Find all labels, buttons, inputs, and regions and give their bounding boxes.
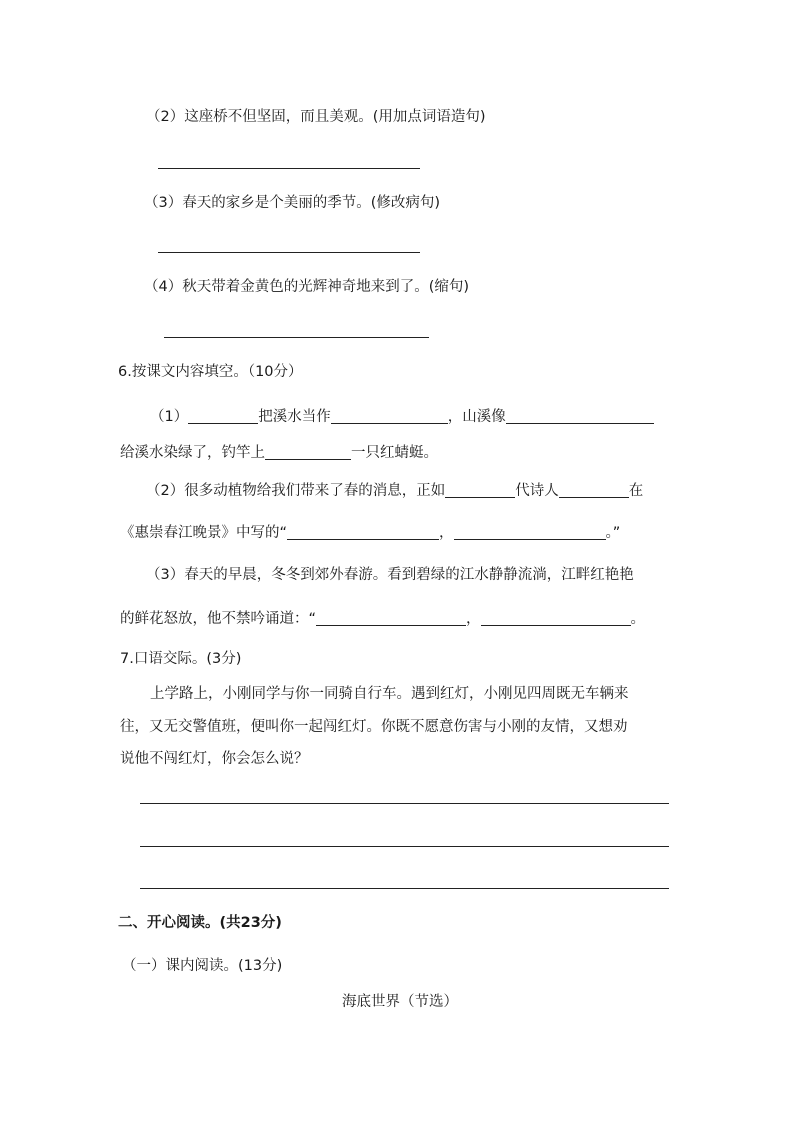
blank-dynasty[interactable] — [445, 482, 515, 498]
blank-recite-2[interactable] — [481, 610, 631, 626]
q7-answer-line-1[interactable] — [140, 803, 669, 804]
q6-l4-c: 。” — [605, 525, 621, 541]
q6-l3-b: 代诗人 — [515, 483, 559, 499]
q6-line-6 — [120, 610, 645, 627]
q6-l2-b: 一只红蜻蜓。 — [351, 445, 438, 461]
q6-l6-c: 。 — [630, 611, 646, 627]
q6-line-4 — [120, 524, 620, 541]
q5-item-4: （4）秋天带着金黄色的光辉神奇地来到了。(缩句) — [144, 279, 470, 295]
q6-line-1 — [150, 408, 654, 425]
section-2-subheading: （一）课内阅读。(13分) — [122, 958, 283, 974]
blank-poem-line-2[interactable] — [454, 524, 606, 540]
blank-poet[interactable] — [559, 482, 629, 498]
q7-answer-line-3[interactable] — [140, 888, 669, 889]
q7-paragraph-line-2: 往，又无交警值班，便叫你一起闯红灯。你既不愿意伤害与小刚的友情，又想劝 — [120, 719, 628, 735]
q7-paragraph-line-3: 说他不闯红灯，你会怎么说？ — [120, 751, 309, 767]
blank-poem-line-1[interactable] — [287, 524, 439, 540]
q7-paragraph-line-1: 上学路上，小刚同学与你一同骑自行车。遇到红灯，小刚见四周既无车辆来 — [150, 686, 629, 702]
passage-title: 海底世界（节选） — [342, 994, 458, 1010]
q6-l1-b: 把溪水当作 — [258, 409, 331, 425]
q5-item-3-answer-line[interactable] — [158, 252, 420, 253]
blank-as-what[interactable] — [331, 408, 448, 424]
q5-item-4-answer-line[interactable] — [164, 337, 429, 338]
q6-l4-a: 《惠崇春江晚景》中写的“ — [120, 525, 288, 541]
q7-answer-line-2[interactable] — [140, 846, 669, 847]
blank-fishing-rod[interactable] — [265, 444, 351, 460]
q6-l1-c: ，山溪像 — [447, 409, 506, 425]
q5-item-2: （2）这座桥不但坚固，而且美观。(用加点词语造句) — [146, 109, 486, 125]
q6-line-2 — [120, 444, 438, 461]
blank-stream-like[interactable] — [506, 408, 654, 424]
q6-line-3 — [146, 482, 643, 499]
q6-l6-b: ， — [466, 611, 481, 627]
blank-recite-1[interactable] — [316, 610, 466, 626]
q6-l1-a: （1） — [150, 409, 189, 425]
blank-subject[interactable] — [188, 408, 258, 424]
section-2-heading: 二、开心阅读。(共23分) — [118, 915, 282, 931]
q5-item-3: （3）春天的家乡是个美丽的季节。(修改病句) — [144, 195, 441, 211]
q6-l3-c: 在 — [628, 483, 644, 499]
q5-item-2-answer-line[interactable] — [158, 168, 420, 169]
q6-line-5: （3）春天的早晨，冬冬到郊外春游。看到碧绿的江水静静流淌，江畔红艳艳 — [146, 567, 634, 583]
q6-heading: 6.按课文内容填空。（10分） — [118, 364, 303, 380]
q6-l4-b: ， — [439, 525, 454, 541]
q6-l2-a: 给溪水染绿了，钓竿上 — [120, 445, 265, 461]
q6-l6-a: 的鲜花怒放，他不禁吟诵道：“ — [120, 611, 317, 627]
q6-l3-a: （2）很多动植物给我们带来了春的消息，正如 — [146, 483, 446, 499]
q7-heading: 7.口语交际。(3分) — [120, 651, 242, 667]
